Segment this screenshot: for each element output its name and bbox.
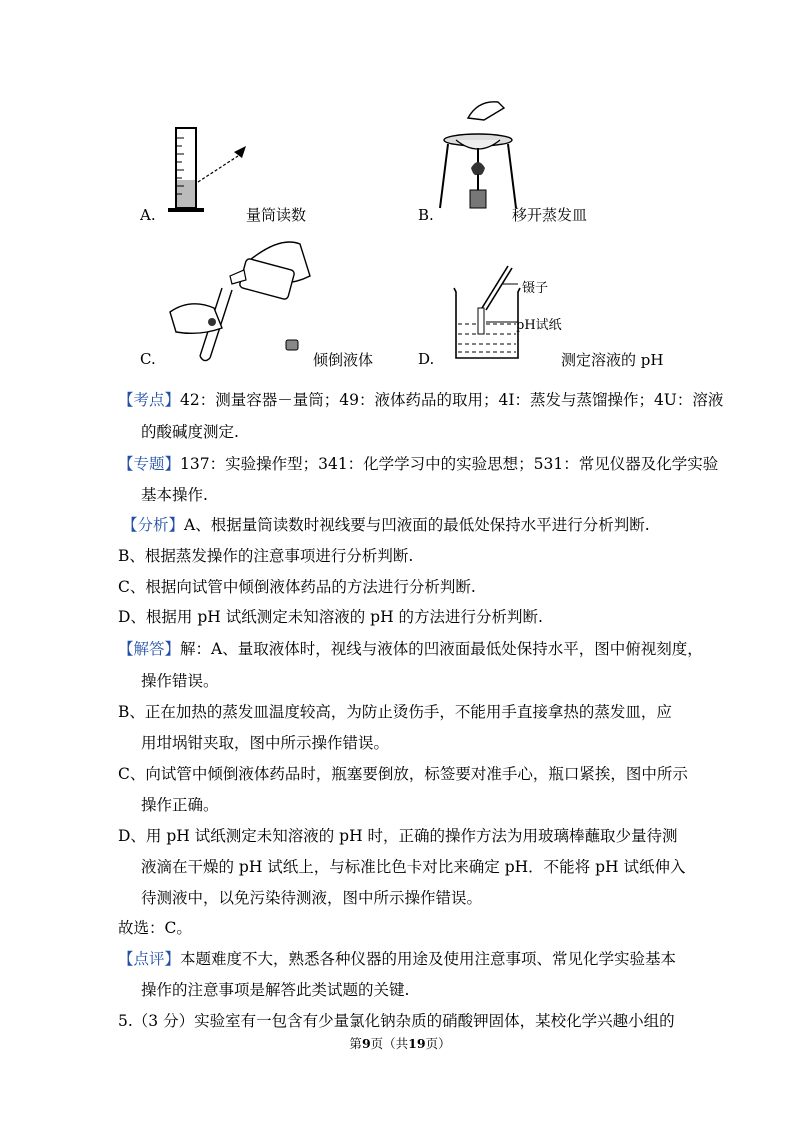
- fenxi-line-d: D、根据用 pH 试纸测定未知溶液的 pH 的方法进行分析判断.: [118, 608, 543, 626]
- zhuanti-tag: 【专题】: [118, 455, 181, 473]
- hand-dish-icon: [438, 98, 518, 220]
- kaodian-line1: [118, 390, 723, 410]
- ph-paper-icon: [478, 308, 484, 334]
- dianping-line2: 操作的注意事项是解答此类试题的关键.: [141, 981, 410, 999]
- jieda-line-b1: B、正在加热的蒸发皿温度较高，为防止烫伤手，不能用手直接拿热的蒸发皿，应: [118, 703, 672, 721]
- figure-d-ph-test: [452, 262, 572, 362]
- footer-total-pages: 19: [408, 1036, 426, 1051]
- fenxi-line-c: C、根据向试管中倾倒液体药品的方法进行分析判断.: [118, 578, 476, 596]
- zhuanti-text: 137：实验操作型；341：化学学习中的实验思想；531：常见仪器及化学实验: [180, 455, 719, 473]
- fenxi-tag: 【分析】: [122, 516, 185, 534]
- footer-suffix: 页）: [425, 1036, 451, 1051]
- jieda-line-b2: 用坩埚钳夹取，图中所示操作错误。: [141, 734, 390, 752]
- tweezers-label: 镊子: [522, 281, 549, 296]
- jieda-line-a1: [118, 639, 703, 659]
- jieda-line-c1: C、向试管中倾倒液体药品时，瓶塞要倒放，标签要对准手心，瓶口紧挨，图中所示: [118, 765, 688, 783]
- option-a-letter: A.: [140, 206, 156, 224]
- tweezers-icon: [482, 266, 508, 308]
- answer-line: 故选：C。: [118, 919, 192, 937]
- pouring-icon: [170, 236, 320, 364]
- option-d-caption: 测定溶液的 pH: [561, 351, 664, 369]
- fenxi-text: A、根据量筒读数时视线要与凹液面的最低处保持水平进行分析判断.: [184, 516, 650, 534]
- footer-page-number: 9: [361, 1036, 371, 1051]
- jieda-line-d3: 待测液中，以免污染待测液，图中所示操作错误。: [141, 889, 483, 907]
- jieda-line-a2: 操作错误。: [141, 672, 219, 690]
- kaodian-text: 42：测量容器－量筒；49：液体药品的取用；4I：蒸发与蒸馏操作；4U：溶液: [180, 391, 724, 409]
- option-c-caption: 倾倒液体: [313, 351, 374, 369]
- jieda-line-c2: 操作正确。: [141, 796, 219, 814]
- figure-c-pouring: [170, 236, 320, 364]
- option-a-caption: 量筒读数: [246, 206, 307, 224]
- jieda-line-d1: D、用 pH 试纸测定未知溶液的 pH 时，正确的操作方法为用玻璃棒蘸取少量待测: [118, 827, 678, 845]
- kaodian-line2: 的酸碱度测定.: [141, 423, 239, 441]
- figure-b-evaporating-dish: [438, 98, 518, 220]
- footer-mid: 页（共: [370, 1036, 409, 1051]
- stopper-icon: [286, 340, 298, 350]
- dianping-tag: 【点评】: [118, 950, 181, 968]
- fenxi-line-b: B、根据蒸发操作的注意事项进行分析判断.: [118, 547, 414, 565]
- eye-icon: [234, 146, 246, 158]
- option-b-letter: B.: [418, 206, 434, 224]
- fenxi-line1: [122, 515, 650, 535]
- option-b-caption: 移开蒸发皿: [512, 206, 588, 224]
- figure-a-cylinder: [168, 124, 258, 216]
- jieda-text: 解：A、量取液体时，视线与液体的凹液面最低处保持水平，图中俯视刻度，: [180, 640, 703, 658]
- jieda-line-d2: 液滴在干燥的 pH 试纸上，与标准比色卡对比来确定 pH．不能将 pH 试纸伸入: [141, 858, 686, 876]
- zhuanti-line2: 基本操作.: [141, 486, 208, 504]
- kaodian-tag: 【考点】: [118, 391, 181, 409]
- footer-prefix: 第: [349, 1036, 362, 1051]
- option-d-letter: D.: [418, 350, 435, 368]
- zhuanti-line1: [118, 454, 718, 474]
- next-question-line: 5.（3 分）实验室有一包含有少量氯化钠杂质的硝酸钾固体，某校化学兴趣小组的: [118, 1012, 675, 1030]
- dianping-text: 本题难度不大，熟悉各种仪器的用途及使用注意事项、常见化学实验基本: [180, 950, 677, 968]
- page-footer: [0, 1034, 800, 1052]
- dianping-line1: [118, 949, 676, 969]
- cylinder-icon: [168, 124, 258, 216]
- jieda-tag: 【解答】: [118, 640, 181, 658]
- ph-paper-label: pH试纸: [516, 318, 562, 333]
- option-c-letter: C.: [140, 350, 156, 368]
- beaker-icon: [452, 262, 572, 362]
